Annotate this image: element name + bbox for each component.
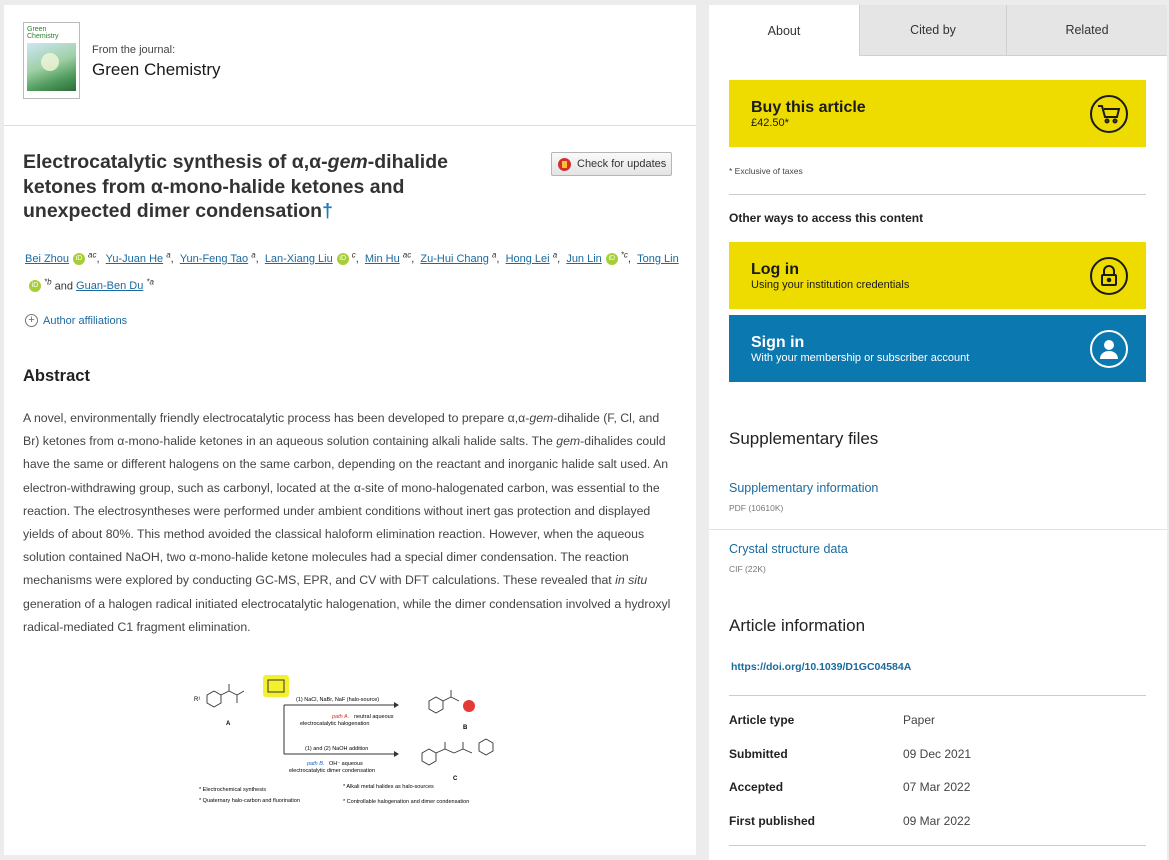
compound-a-label: A — [226, 721, 231, 727]
info-label: Article type — [729, 713, 795, 727]
affiliation-superscript: c — [351, 250, 356, 259]
other-ways-heading: Other ways to access this content — [729, 211, 924, 225]
divider — [729, 845, 1146, 846]
supp-file-meta: PDF (10610K) — [729, 503, 784, 513]
title-part-2: gem — [327, 151, 368, 173]
author-entry: Zu-Hui Chang $^a$, — [420, 250, 506, 265]
signin-sub: With your membership or subscriber account — [751, 351, 970, 364]
title-part-1: Electrocatalytic synthesis of α,α- — [23, 151, 328, 173]
crossmark-icon — [558, 158, 571, 171]
supp-file-link[interactable]: Supplementary information — [729, 481, 879, 495]
exclusive-taxes-note: * Exclusive of taxes — [729, 166, 803, 176]
affiliation-superscript: a — [166, 250, 171, 259]
info-label: Accepted — [729, 780, 784, 794]
info-value: 09 Mar 2022 — [903, 814, 971, 828]
lock-icon — [1090, 257, 1128, 295]
orcid-icon[interactable]: iD — [29, 280, 41, 292]
cover-artwork — [27, 43, 76, 91]
info-value: 09 Dec 2021 — [903, 747, 972, 761]
info-value: 07 Mar 2022 — [903, 780, 971, 794]
path-a-desc2: electrocatalytic halogenation — [300, 721, 370, 727]
signin-label: Sign in — [751, 333, 805, 351]
check-for-updates-button[interactable] — [551, 152, 672, 176]
bullet-4: * Controllable halogenation and dimer condensation — [343, 799, 470, 805]
author-entry: Lan-Xiang Liu iD $^c$, — [264, 250, 365, 265]
author-entry — [76, 277, 154, 293]
article-title — [23, 150, 493, 224]
cover-title: Green Chemistry — [27, 26, 59, 40]
journal-header — [4, 5, 696, 126]
product-c-structure — [422, 739, 493, 765]
author-link[interactable]: Hong Lei — [505, 252, 550, 265]
cart-icon — [1090, 95, 1128, 133]
affiliation-superscript: a — [491, 250, 497, 259]
graphical-abstract[interactable] — [189, 667, 519, 812]
author-entry: Hong Lei $^a$, — [505, 250, 567, 265]
footnote-dagger-link[interactable]: † — [322, 200, 333, 222]
abstract-heading: Abstract — [23, 367, 90, 385]
orcid-icon[interactable]: iD — [337, 253, 349, 265]
author-affiliations-label: Author affiliations — [43, 314, 128, 327]
affiliation-superscript: *b — [44, 277, 52, 287]
path-b-desc2: electrocatalytic dimer condensation — [289, 768, 375, 774]
step1-text: (1) NaCl, NaBr, NaF (halo-source) — [296, 697, 380, 703]
compound-c-label: C — [453, 776, 458, 782]
article-panel — [4, 5, 696, 855]
orcid-icon[interactable]: iD — [606, 253, 618, 265]
bullet-1: * Electrochemical synthesis — [199, 787, 266, 793]
login-button[interactable] — [729, 242, 1146, 309]
bullet-3: * Alkali metal halides as halo-sources — [343, 784, 434, 790]
title-part-3: -dihalide ketones from α-mono-halide ketones and unexpected dimer condensation — [23, 151, 448, 222]
info-label: Submitted — [729, 747, 788, 761]
path-a-desc: neutral aqueous — [354, 714, 394, 720]
author-entry: Yu-Juan He $^a$, — [105, 250, 180, 265]
path-a-label: path A. — [332, 714, 350, 720]
step2-text: (1) and (2) NaOH addition — [305, 746, 369, 752]
bullet-2: * Quaternary halo-carbon and fluorination — [199, 798, 300, 804]
journal-cover-image[interactable] — [23, 22, 80, 99]
author-link[interactable]: Yu-Juan He — [105, 252, 164, 265]
signin-button[interactable] — [729, 315, 1146, 382]
product-b-structure — [429, 690, 459, 713]
compound-b-label: B — [463, 725, 468, 731]
author-link[interactable]: Zu-Hui Chang — [420, 252, 489, 265]
affiliation-superscript: a — [552, 250, 558, 259]
buy-article-price: £42.50* — [751, 116, 789, 129]
electrode-icon — [263, 675, 289, 697]
author-affiliations-toggle[interactable] — [25, 314, 127, 327]
tab-cited-by[interactable]: Cited by — [859, 5, 1006, 56]
expand-plus-icon: + — [25, 314, 38, 327]
author-link[interactable]: Guan-Ben Du — [76, 280, 144, 293]
info-value: Paper — [903, 713, 936, 727]
tab-about[interactable]: About — [709, 5, 859, 56]
author-entry: Jun Lin iD $^{*c}$, — [566, 250, 638, 265]
affiliation-superscript: a — [251, 250, 256, 259]
r1-label: R¹ — [194, 697, 201, 703]
doi-link[interactable]: https://doi.org/10.1039/D1GC04584A — [731, 661, 912, 673]
supplementary-files-heading: Supplementary files — [729, 429, 879, 448]
buy-article-button[interactable] — [729, 80, 1146, 147]
check-for-updates-label: Check for updates — [577, 158, 667, 170]
divider — [729, 194, 1146, 195]
from-journal-label: From the journal: — [92, 44, 176, 56]
login-sub: Using your institution credentials — [751, 278, 910, 291]
author-link[interactable]: Jun Lin — [566, 252, 602, 265]
author-link[interactable]: Min Hu — [364, 252, 400, 265]
divider — [729, 695, 1146, 696]
reactant-a-structure — [207, 684, 244, 707]
affiliation-superscript: *c — [620, 250, 628, 259]
affiliation-superscript: *a — [146, 277, 154, 287]
orcid-icon[interactable]: iD — [73, 253, 85, 265]
login-label: Log in — [751, 260, 799, 278]
buy-article-label: Buy this article — [751, 98, 866, 116]
user-icon — [1090, 330, 1128, 368]
author-entry: Bei Zhou iD $^{ac}$, — [25, 250, 106, 265]
author-link[interactable]: Tong Lin — [637, 252, 679, 265]
author-link[interactable]: Bei Zhou — [25, 252, 70, 265]
info-label: First published — [729, 814, 816, 828]
sidebar-tabs — [709, 5, 1167, 56]
supp-file-link[interactable]: Crystal structure data — [729, 542, 848, 556]
author-list — [25, 243, 685, 298]
affiliation-superscript: ac — [88, 250, 97, 259]
supp-file-meta: CIF (22K) — [729, 564, 766, 574]
divider — [709, 529, 1167, 530]
abstract-text: A novel, environmentally friendly electrocatalytic process has been developed to prepare α,α-gem-dihalide (F, Cl, and Br) ketones from α-mono-halide ketones in an aqueous solution containing alkali halide salts. The gem-dihalides could have the same or different halogens on the same carbon, depending on the reactant and inorganic halide salt used. An electron-withdrawing group, such as carbonyl, located at the α-site of mono-halogenated carbon, was essential to the reaction. The electrosyntheses were performed under ambient conditions without inert gas protection and displayed yields of about 80%. This method avoided the classical haloform elimination reaction. However, when the aqueous solution contained NaOH, two α-mono-halide ketone molecules had a special dimer condensation. The reaction mechanisms were explored by conducting GC-MS, EPR, and CV with DFT calculations. These revealed that in situ generation of a halogen radical initiated electrocatalytic halogenation, while the dimer condensation involved a hydroxyl radical-mediated C1 fragment elimination. — [23, 411, 671, 634]
author-entry: Min Hu $^{ac}$, — [364, 250, 421, 265]
affiliation-superscript: ac — [402, 250, 412, 259]
path-b-label: path B. — [307, 761, 325, 767]
and-word: and — [54, 280, 77, 293]
halogen-highlight-icon — [463, 700, 475, 712]
author-entry: Yun-Feng Tao $^a$, — [179, 250, 265, 265]
author-link[interactable]: Yun-Feng Tao — [179, 252, 249, 265]
tab-related[interactable]: Related — [1006, 5, 1167, 56]
path-b-desc: OH⁻ aqueous — [329, 761, 363, 767]
article-information-heading: Article information — [729, 616, 866, 635]
author-link[interactable]: Lan-Xiang Liu — [264, 252, 333, 265]
sidebar-panel — [709, 5, 1167, 860]
journal-name[interactable]: Green Chemistry — [92, 60, 221, 79]
